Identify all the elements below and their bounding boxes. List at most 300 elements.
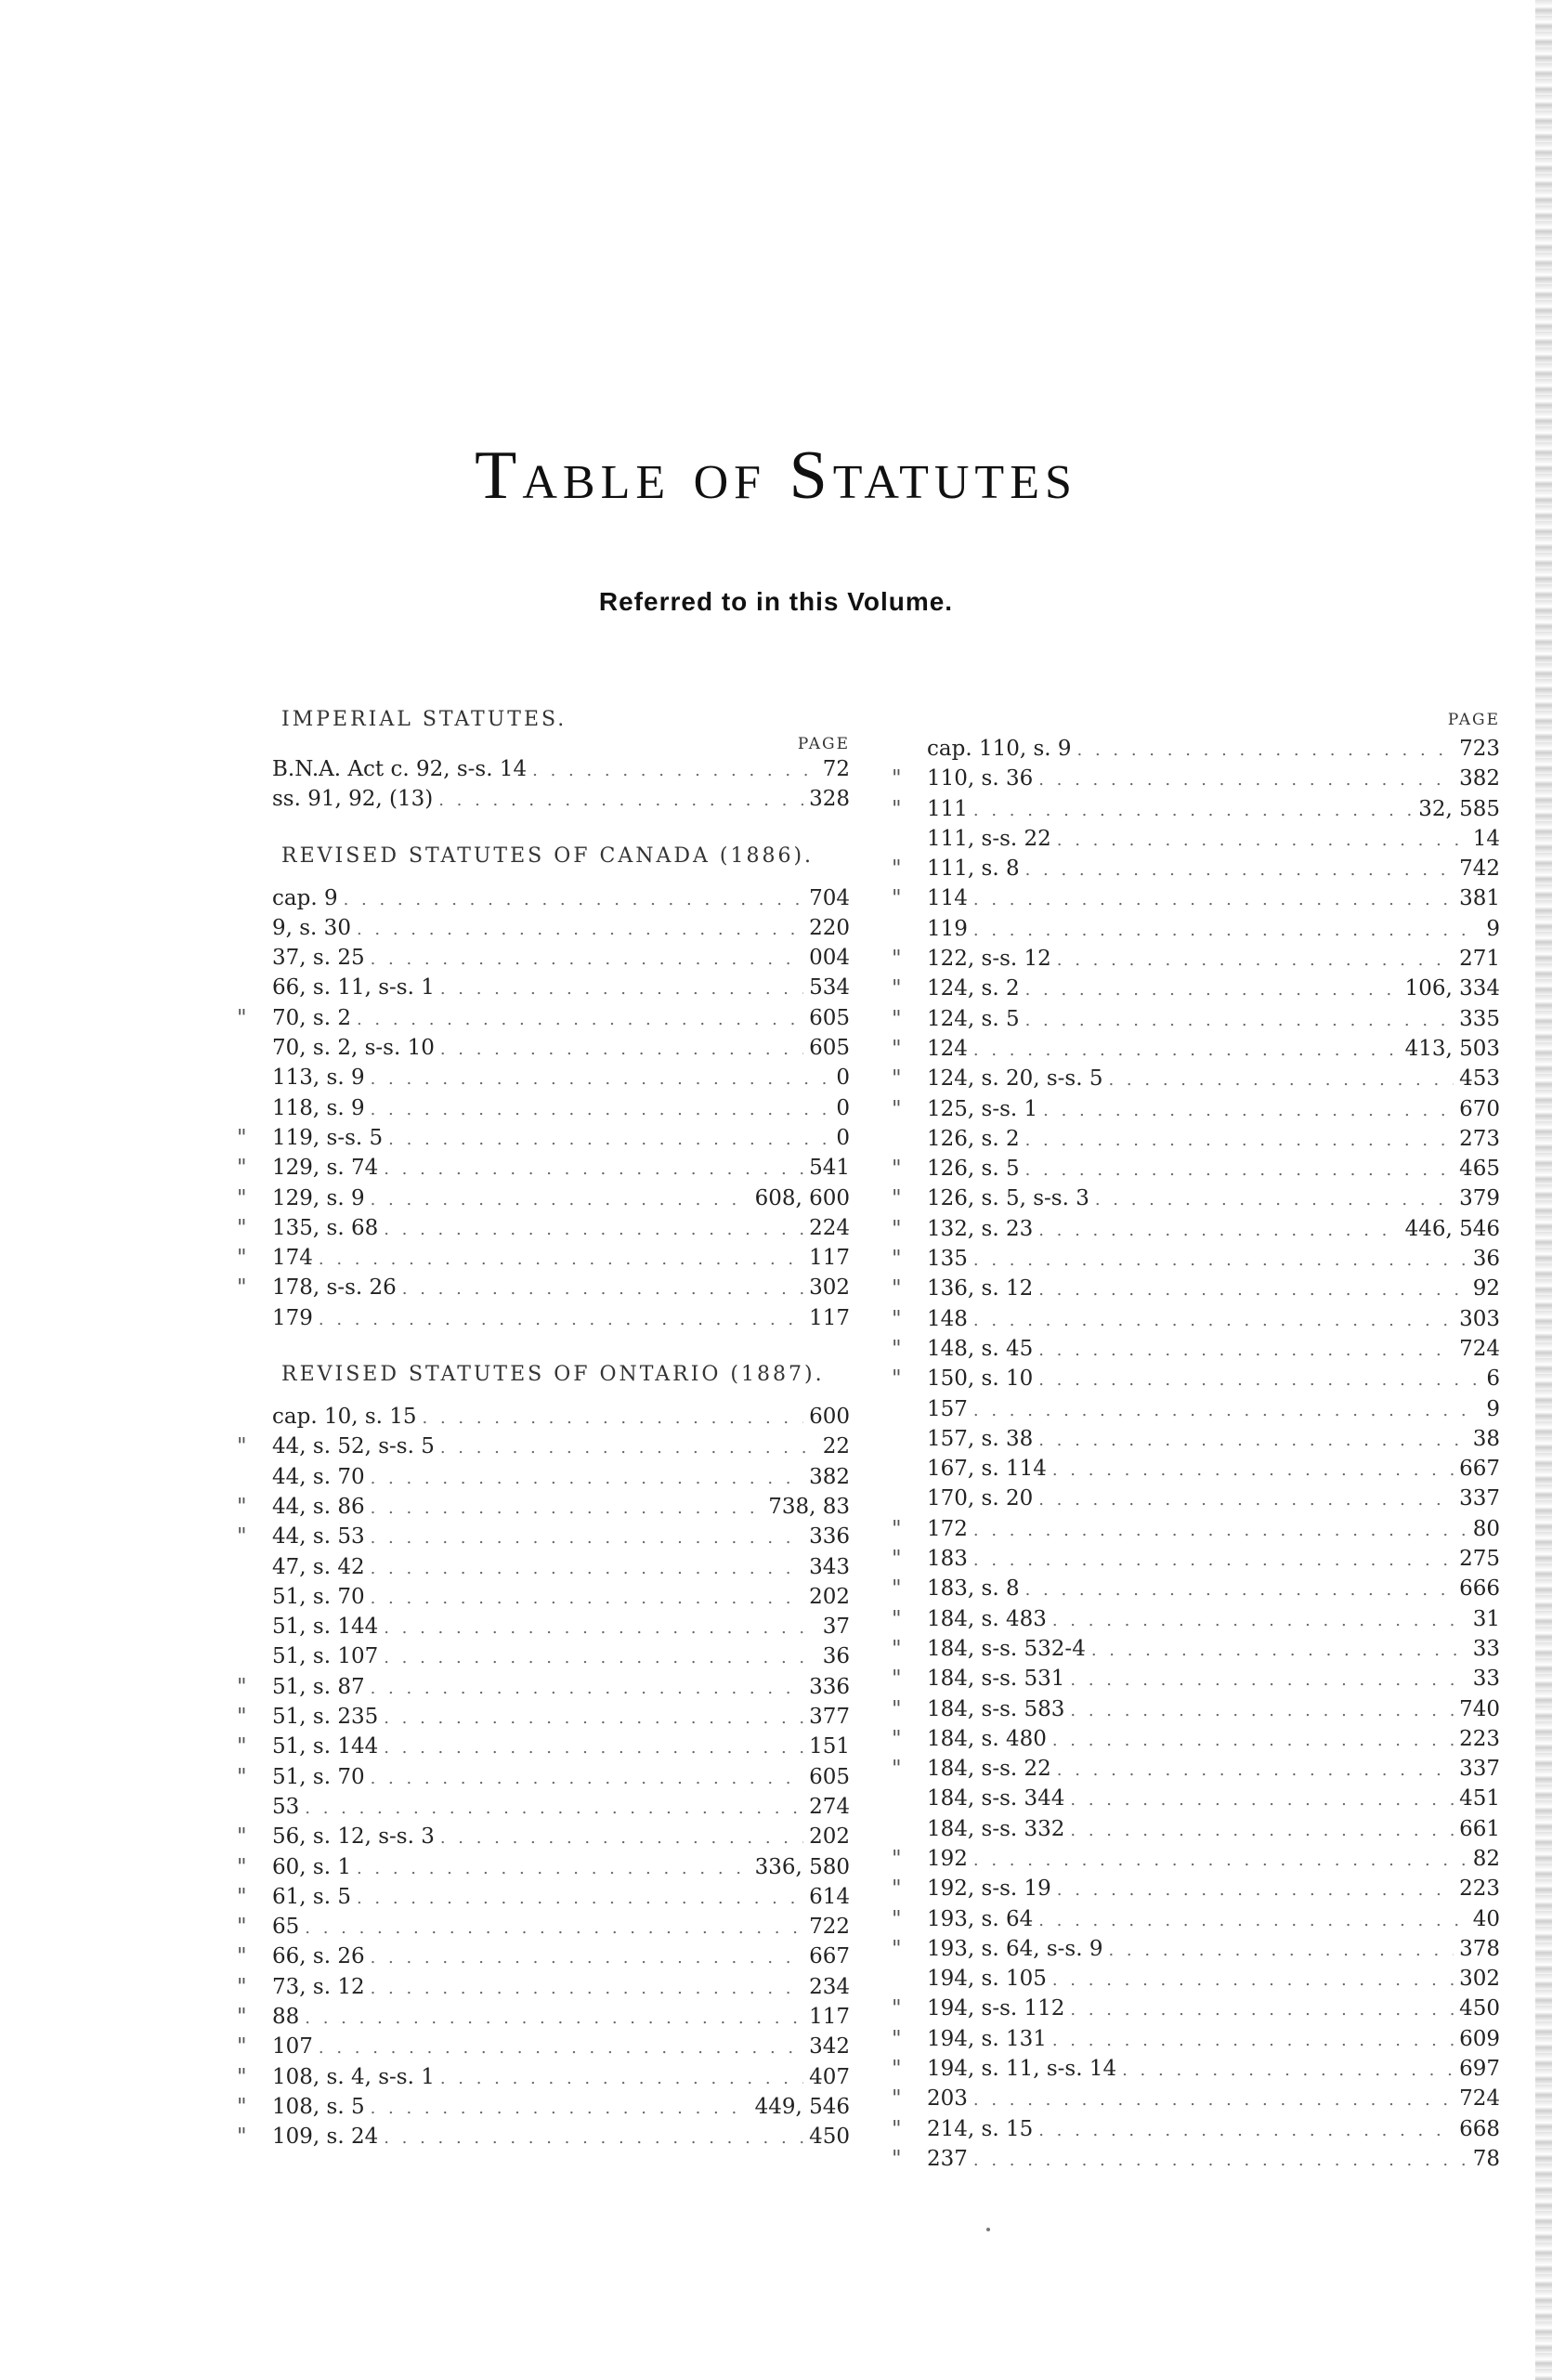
ditto-mark: ": [237, 1854, 247, 1879]
statute-reference: 44, s. 53: [272, 1524, 365, 1550]
table-row: [892, 1244, 1500, 1274]
statute-reference: 51, s. 144: [272, 1615, 379, 1640]
dot-leader: [371, 1554, 804, 1582]
table-row: [892, 824, 1500, 854]
page-number: 271: [1459, 947, 1500, 972]
statute-reference: 65: [272, 1915, 300, 1940]
page-number: 78: [1472, 2146, 1500, 2171]
page-number: 9: [1486, 916, 1500, 941]
table-row: [892, 1154, 1500, 1183]
page-number: 36: [1472, 1247, 1500, 1272]
statute-reference: 157, s. 38: [927, 1426, 1034, 1451]
page-number: 337: [1459, 1486, 1500, 1511]
table-row: [892, 2114, 1500, 2144]
page-number: 449, 546: [754, 2094, 850, 2119]
statute-reference: 108, s. 5: [272, 2094, 365, 2119]
statute-reference: 51, s. 87: [272, 1674, 365, 1699]
table-row: [892, 1514, 1500, 1544]
dot-leader: [371, 1764, 804, 1792]
dot-leader: [371, 1943, 804, 1971]
dot-leader: [1025, 1006, 1454, 1034]
table-row: [892, 1664, 1500, 1693]
table-row: [892, 1183, 1500, 1213]
dot-leader: [973, 1516, 1467, 1544]
table-row: [237, 1123, 850, 1153]
ditto-mark: ": [892, 1186, 902, 1211]
right-rows: [892, 734, 1500, 2174]
dot-leader: [344, 885, 804, 913]
page-number: 224: [809, 1215, 850, 1240]
ditto-mark: ": [892, 1247, 902, 1272]
dot-leader: [357, 1854, 750, 1882]
statute-reference: 237: [927, 2146, 968, 2171]
table-row: [237, 1003, 850, 1033]
statute-reference: cap. 10, s. 15: [272, 1405, 417, 1430]
left-column: [237, 706, 850, 2151]
page-number: 40: [1472, 1906, 1500, 1931]
page-number: 336: [809, 1674, 850, 1699]
table-row: [892, 1814, 1500, 1844]
table-row: [892, 1754, 1500, 1784]
ditto-mark: ": [237, 1434, 247, 1459]
page-number: 92: [1472, 1276, 1500, 1301]
ditto-mark: ": [237, 1915, 247, 1940]
statute-reference: 157: [927, 1396, 968, 1421]
ditto-mark: ": [892, 1066, 902, 1092]
dot-leader: [1057, 1756, 1454, 1784]
dot-leader: [440, 1035, 803, 1063]
dot-leader: [1091, 1636, 1467, 1664]
dot-leader: [1043, 1096, 1454, 1124]
scan-speck: [986, 2228, 990, 2231]
page-number: 335: [1459, 1006, 1500, 1031]
table-row: [237, 883, 850, 913]
page-number: 724: [1459, 2086, 1500, 2112]
dot-leader: [1052, 1606, 1467, 1634]
page-number: 450: [1459, 1996, 1500, 2021]
statute-reference: 136, s. 12: [927, 1276, 1034, 1301]
dot-leader: [319, 1245, 803, 1273]
dot-leader: [440, 1824, 803, 1851]
table-row: [237, 1183, 850, 1213]
page-number: 336, 580: [754, 1854, 850, 1879]
dot-leader: [384, 1215, 803, 1243]
dot-leader: [1057, 1876, 1454, 1903]
ditto-mark: ": [237, 1185, 247, 1210]
page-number: 117: [809, 1246, 850, 1271]
imperial-rows: [237, 754, 850, 815]
table-row: [237, 1462, 850, 1492]
ditto-mark: ": [237, 1275, 247, 1301]
statute-reference: 122, s-s. 12: [927, 947, 1051, 972]
dot-leader: [384, 1614, 817, 1641]
table-row: [237, 2092, 850, 2122]
statute-reference: 148: [927, 1306, 968, 1331]
dot-leader: [1038, 1275, 1467, 1303]
ditto-mark: ": [237, 1884, 247, 1909]
statute-reference: 44, s. 52, s-s. 5: [272, 1434, 435, 1459]
ditto-mark: ": [892, 976, 902, 1001]
dot-leader: [371, 1584, 804, 1612]
page-number: 38: [1472, 1426, 1500, 1451]
statute-reference: 179: [272, 1305, 313, 1330]
statute-reference: 119, s-s. 5: [272, 1125, 384, 1150]
table-row: [892, 1034, 1500, 1064]
ditto-mark: ": [892, 1006, 902, 1031]
page-number: 80: [1472, 1516, 1500, 1541]
statute-reference: 51, s. 107: [272, 1644, 379, 1669]
statute-reference: 109, s. 24: [272, 2125, 379, 2150]
statute-reference: 183: [927, 1547, 968, 1572]
dot-leader: [384, 1643, 817, 1671]
page-number: 117: [809, 2004, 850, 2029]
page-number: 738, 83: [768, 1494, 850, 1519]
table-row: [237, 1732, 850, 1761]
page-number: 0: [836, 1066, 850, 1091]
dot-leader: [1025, 1126, 1454, 1154]
dot-leader: [305, 1914, 803, 1942]
table-row: [237, 1762, 850, 1792]
page-number: 72: [822, 757, 850, 781]
statute-reference: 70, s. 2: [272, 1005, 351, 1030]
table-row: [237, 1582, 850, 1612]
page-number: 407: [809, 2064, 850, 2089]
table-row: [892, 854, 1500, 883]
page-number: 220: [809, 915, 850, 940]
statute-reference: 194, s. 11, s-s. 14: [927, 2057, 1117, 2082]
ditto-mark: ": [892, 1757, 902, 1782]
page-number: 609: [1459, 2026, 1500, 2051]
table-row: [892, 1274, 1500, 1303]
dot-leader: [371, 945, 804, 973]
dot-leader: [973, 1396, 1480, 1424]
table-row: [892, 1424, 1500, 1454]
statute-reference: 9, s. 30: [272, 915, 351, 940]
table-row: [892, 914, 1500, 944]
table-row: [237, 2122, 850, 2151]
dot-leader: [384, 1704, 803, 1732]
ditto-mark: ": [237, 1944, 247, 1969]
dot-leader: [1057, 946, 1454, 974]
page-number: 223: [1459, 1877, 1500, 1902]
statute-reference: 37, s. 25: [272, 946, 365, 971]
statute-reference: cap. 110, s. 9: [927, 737, 1072, 761]
ditto-mark: ": [892, 2146, 902, 2171]
statute-reference: 184, s-s. 344: [927, 1786, 1065, 1811]
statute-reference: 114: [927, 886, 968, 911]
table-row: [237, 2062, 850, 2092]
ditto-mark: ": [892, 2086, 902, 2112]
dot-leader: [319, 2033, 803, 2061]
statute-reference: 51, s. 144: [272, 1734, 379, 1759]
dot-leader: [1070, 1995, 1454, 2023]
page-number: 14: [1472, 826, 1500, 851]
page-number: 446, 546: [1404, 1216, 1500, 1241]
page-number: 82: [1472, 1846, 1500, 1871]
dot-leader: [1052, 1726, 1454, 1754]
statute-reference: 125, s-s. 1: [927, 1096, 1038, 1121]
page-number: 0: [836, 1125, 850, 1150]
ditto-mark: ": [237, 2034, 247, 2060]
statute-reference: 66, s. 26: [272, 1944, 365, 1969]
page-number: 0: [836, 1095, 850, 1120]
table-row: [237, 973, 850, 1002]
statute-reference: 88: [272, 2004, 300, 2029]
ditto-mark: ": [892, 1936, 902, 1961]
statute-reference: 203: [927, 2086, 968, 2112]
table-row: [892, 2024, 1500, 2054]
dot-leader: [1025, 856, 1454, 883]
statute-reference: 184, s-s. 583: [927, 1696, 1065, 1721]
ditto-mark: ": [892, 1696, 902, 1721]
dot-leader: [973, 2086, 1454, 2113]
dot-leader: [423, 1404, 804, 1432]
dot-leader: [371, 1464, 804, 1492]
table-row: [892, 1334, 1500, 1364]
statute-reference: 51, s. 235: [272, 1705, 379, 1730]
right-column: [892, 706, 1500, 2174]
statute-reference: 126, s. 5, s-s. 3: [927, 1186, 1089, 1211]
statute-reference: 70, s. 2, s-s. 10: [272, 1036, 435, 1061]
statute-reference: 148, s. 45: [927, 1336, 1034, 1361]
table-row: [892, 1724, 1500, 1754]
page-number: 382: [809, 1464, 850, 1489]
table-row: [892, 1094, 1500, 1124]
page-number: 378: [1459, 1936, 1500, 1961]
statute-reference: 126, s. 2: [927, 1126, 1020, 1151]
table-row: [892, 1934, 1500, 1964]
page-number: 661: [1459, 1816, 1500, 1841]
table-row: [237, 1492, 850, 1522]
statute-reference: 183, s. 8: [927, 1576, 1020, 1602]
page-number: 740: [1459, 1696, 1500, 1721]
page-number: 33: [1472, 1667, 1500, 1692]
ditto-mark: ": [892, 1336, 902, 1361]
table-row: [237, 1063, 850, 1092]
table-row: [237, 1213, 850, 1243]
statute-reference: 66, s. 11, s-s. 1: [272, 975, 435, 1000]
dot-leader: [973, 1036, 1400, 1064]
ditto-mark: ": [892, 1846, 902, 1871]
statute-reference: 51, s. 70: [272, 1584, 365, 1609]
ditto-mark: ": [237, 1125, 247, 1150]
statute-reference: 124, s. 2: [927, 976, 1020, 1001]
page-column-label-left: PAGE: [797, 735, 850, 753]
statute-reference: 167, s. 114: [927, 1457, 1047, 1482]
dot-leader: [973, 1846, 1467, 1874]
table-row: [237, 1702, 850, 1732]
page-number: 670: [1459, 1096, 1500, 1121]
table-row: [892, 2084, 1500, 2113]
page-number: 605: [809, 1764, 850, 1789]
canada-rows: [237, 883, 850, 1333]
ditto-mark: ": [892, 1996, 902, 2021]
dot-leader: [1038, 1485, 1454, 1513]
dot-leader: [973, 1246, 1467, 1274]
table-row: [237, 1303, 850, 1333]
ditto-mark: ": [237, 1156, 247, 1181]
page-number: 32, 585: [1418, 796, 1500, 821]
statute-reference: 132, s. 23: [927, 1216, 1034, 1241]
statute-reference: 172: [927, 1516, 968, 1541]
ontario-rows: [237, 1402, 850, 2151]
dot-leader: [973, 885, 1454, 913]
ditto-mark: ": [892, 1667, 902, 1692]
dot-leader: [305, 2004, 803, 2032]
page-number: 202: [809, 1824, 850, 1850]
ditto-mark: ": [237, 1005, 247, 1030]
statute-reference: 184, s-s. 531: [927, 1667, 1065, 1692]
statute-reference: 184, s-s. 532-4: [927, 1636, 1086, 1661]
statute-reference: 56, s. 12, s-s. 3: [272, 1824, 435, 1850]
page-number: 342: [809, 2034, 850, 2060]
table-row: [892, 764, 1500, 793]
page-number: 451: [1459, 1786, 1500, 1811]
page-number: 614: [809, 1884, 850, 1909]
table-row: [892, 1994, 1500, 2023]
table-row: [892, 1784, 1500, 1813]
ditto-mark: ": [892, 1877, 902, 1902]
dot-leader: [1038, 1906, 1467, 1934]
statute-reference: 194, s-s. 112: [927, 1996, 1065, 2021]
table-row: [892, 1064, 1500, 1093]
statute-reference: 214, s. 15: [927, 2116, 1034, 2141]
statute-reference: 124, s. 5: [927, 1006, 1020, 1031]
statute-reference: 192: [927, 1846, 968, 1871]
statute-reference: 193, s. 64: [927, 1906, 1034, 1931]
page-number: 22: [822, 1434, 850, 1459]
table-row: [892, 1124, 1500, 1154]
dot-leader: [973, 1546, 1454, 1574]
dot-leader: [371, 1523, 804, 1551]
ditto-mark: ": [237, 1215, 247, 1240]
page-number: 413, 503: [1404, 1036, 1500, 1061]
dot-leader: [1025, 1156, 1454, 1183]
statute-reference: 194, s. 131: [927, 2026, 1047, 2051]
dot-leader: [1070, 1696, 1454, 1724]
page-number: 117: [809, 1305, 850, 1330]
ditto-mark: ": [237, 2064, 247, 2089]
table-row: [237, 2002, 850, 2032]
table-row: [892, 1694, 1500, 1724]
table-row: [237, 1402, 850, 1432]
ditto-mark: ": [892, 1726, 902, 1751]
table-row: [892, 1604, 1500, 1634]
statute-reference: 124: [927, 1036, 968, 1061]
page-number: 223: [1459, 1726, 1500, 1751]
page-number: 379: [1459, 1186, 1500, 1211]
statute-reference: 108, s. 4, s-s. 1: [272, 2064, 435, 2089]
table-row: [237, 1522, 850, 1551]
dot-leader: [357, 1005, 803, 1033]
dot-leader: [1038, 2116, 1454, 2144]
statute-reference: 51, s. 70: [272, 1764, 365, 1789]
table-row: [892, 794, 1500, 824]
dot-leader: [1025, 975, 1400, 1003]
page-number: 31: [1472, 1606, 1500, 1631]
page-number: 381: [1459, 886, 1500, 911]
table-row: [892, 1634, 1500, 1664]
table-row: [237, 1273, 850, 1302]
statute-reference: 129, s. 74: [272, 1156, 379, 1181]
page-number: 302: [1459, 1967, 1500, 1992]
dot-leader: [440, 2064, 803, 2092]
ditto-mark: ": [892, 1547, 902, 1572]
statute-reference: 184, s. 483: [927, 1606, 1047, 1631]
statute-reference: 174: [272, 1246, 313, 1271]
ditto-mark: ": [892, 1906, 902, 1931]
ditto-mark: ": [892, 1276, 902, 1301]
table-row: [892, 1214, 1500, 1244]
table-row: [237, 1792, 850, 1822]
page-number: 202: [809, 1584, 850, 1609]
dot-leader: [1025, 1576, 1454, 1603]
page-number: 275: [1459, 1547, 1500, 1572]
statute-reference: 60, s. 1: [272, 1854, 351, 1879]
statute-reference: 193, s. 64, s-s. 9: [927, 1936, 1103, 1961]
table-row: [237, 2032, 850, 2061]
page-number: 724: [1459, 1336, 1500, 1361]
ditto-mark: ": [237, 1734, 247, 1759]
ditto-mark: ": [237, 1824, 247, 1850]
ditto-mark: ": [237, 1524, 247, 1550]
page-number: 302: [809, 1275, 850, 1301]
ditto-mark: ": [892, 1516, 902, 1541]
statute-reference: 118, s. 9: [272, 1095, 365, 1120]
dot-leader: [371, 1674, 804, 1702]
page-number: 274: [809, 1794, 850, 1819]
page-number: 667: [1459, 1457, 1500, 1482]
ditto-mark: ": [237, 1674, 247, 1699]
table-row: [237, 1612, 850, 1641]
section-heading-ontario: REVISED STATUTES OF ONTARIO (1887).: [281, 1363, 825, 1387]
dot-leader: [1038, 1216, 1399, 1244]
statute-reference: 184, s. 480: [927, 1726, 1047, 1751]
dot-leader: [1108, 1936, 1454, 1964]
dot-leader: [357, 1884, 803, 1912]
statute-reference: 150, s. 10: [927, 1367, 1034, 1392]
ditto-mark: ": [237, 2004, 247, 2029]
page-number: 608, 600: [754, 1185, 850, 1210]
dot-leader: [1070, 1816, 1454, 1844]
page-number: 667: [809, 1944, 850, 1969]
dot-leader: [1122, 2056, 1454, 2084]
statute-reference: 44, s. 70: [272, 1464, 365, 1489]
page-number: 328: [809, 787, 850, 812]
table-row: [892, 734, 1500, 764]
dot-leader: [1077, 736, 1454, 764]
ditto-mark: ": [892, 1157, 902, 1182]
page-number: 6: [1486, 1367, 1500, 1392]
table-row: [892, 2054, 1500, 2084]
dot-leader: [440, 1433, 817, 1461]
dot-leader: [371, 1185, 750, 1213]
table-row: [237, 1852, 850, 1882]
table-row: [892, 1364, 1500, 1393]
statute-reference: 47, s. 42: [272, 1554, 365, 1579]
dot-leader: [1070, 1785, 1454, 1813]
dot-leader: [973, 2146, 1467, 2174]
page-number: 382: [1459, 766, 1500, 791]
ditto-mark: ": [237, 1494, 247, 1519]
dot-leader: [1095, 1185, 1454, 1213]
page-number: 534: [809, 975, 850, 1000]
table-row: [237, 1822, 850, 1851]
table-row: [237, 1093, 850, 1123]
statute-reference: ss. 91, 92, (13): [272, 787, 434, 812]
statute-reference: 111: [927, 796, 968, 821]
statute-reference: 111, s. 8: [927, 857, 1020, 882]
